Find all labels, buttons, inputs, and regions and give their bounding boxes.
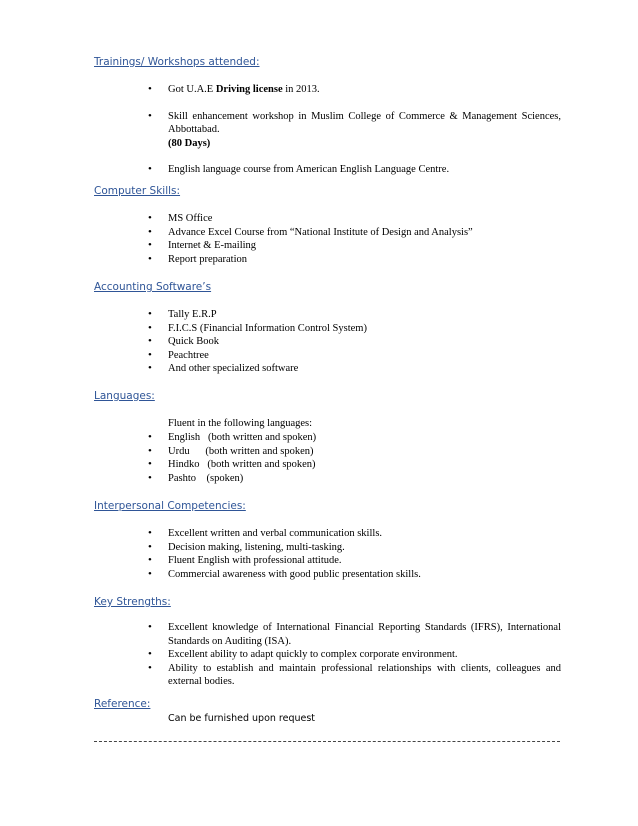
- languages-list: [148, 431, 561, 485]
- accounting-software-heading: Accounting Software’s: [94, 281, 212, 293]
- trainings-heading: Trainings/ Workshops attended:: [94, 56, 260, 68]
- training-text: Got U.A.E: [168, 84, 214, 95]
- list-item: • English (both written and spoken): [148, 431, 561, 445]
- list-item: • Decision making, listening, multi-tasking.: [148, 541, 561, 555]
- list-item: [148, 163, 561, 177]
- languages-intro: Fluent in the following languages:: [168, 418, 313, 429]
- training-text: Skill enhancement workshop in Muslim College of Commerce & Management Sciences, Abbottabad.: [168, 110, 561, 135]
- list-item: • Hindko (both written and spoken): [148, 458, 561, 472]
- training-bold-text: Driving license: [215, 84, 283, 95]
- list-item: • Excellent ability to adapt quickly to complex corporate environment.: [148, 648, 561, 662]
- computer-skills-list: [148, 212, 561, 266]
- list-item: • Quick Book: [148, 335, 561, 349]
- list-item: • Tally E.R.P: [148, 308, 561, 322]
- list-item: • Peachtree: [148, 349, 561, 363]
- computer-skills-heading: Computer Skills:: [94, 185, 181, 197]
- list-item: • Pashto (spoken): [148, 472, 561, 486]
- training-text: in 2013.: [285, 84, 320, 95]
- reference-text: Can be furnished upon request: [168, 713, 316, 724]
- list-item: • F.I.C.S (Financial Information Control System): [148, 322, 561, 336]
- key-strengths-heading: Key Strengths:: [94, 596, 171, 608]
- languages-heading: Languages:: [94, 390, 155, 402]
- list-item: • Excellent knowledge of International Financial Reporting Standards (IFRS), International Standards on Auditing (ISA).: [148, 621, 561, 648]
- list-item: • Excellent written and verbal communication skills.: [148, 527, 561, 541]
- list-item: • MS Office: [148, 212, 561, 226]
- list-item: • Commercial awareness with good public presentation skills.: [148, 568, 561, 582]
- interpersonal-heading: Interpersonal Competencies:: [94, 500, 246, 512]
- key-strengths-list: [148, 621, 561, 689]
- interpersonal-list: [148, 527, 561, 581]
- list-item: • Ability to establish and maintain professional relationships with clients, colleagues and external bodies.: [148, 662, 561, 689]
- list-item: • And other specialized software: [148, 362, 561, 376]
- training-text: English language course from American English Language Centre.: [168, 164, 450, 175]
- list-item: • Internet & E-mailing: [148, 239, 561, 253]
- reference-heading: Reference:: [94, 698, 151, 710]
- trainings-list: [148, 83, 561, 190]
- list-item: • Fluent English with professional attitude.: [148, 554, 561, 568]
- list-item: • Report preparation: [148, 253, 561, 267]
- divider-line: [94, 741, 560, 742]
- list-item: • Urdu (both written and spoken): [148, 445, 561, 459]
- training-duration: (80 Days): [168, 137, 211, 149]
- list-item: [148, 83, 561, 97]
- accounting-software-list: [148, 308, 561, 376]
- list-item: [148, 110, 561, 151]
- list-item: • Advance Excel Course from “National Institute of Design and Analysis”: [148, 226, 561, 240]
